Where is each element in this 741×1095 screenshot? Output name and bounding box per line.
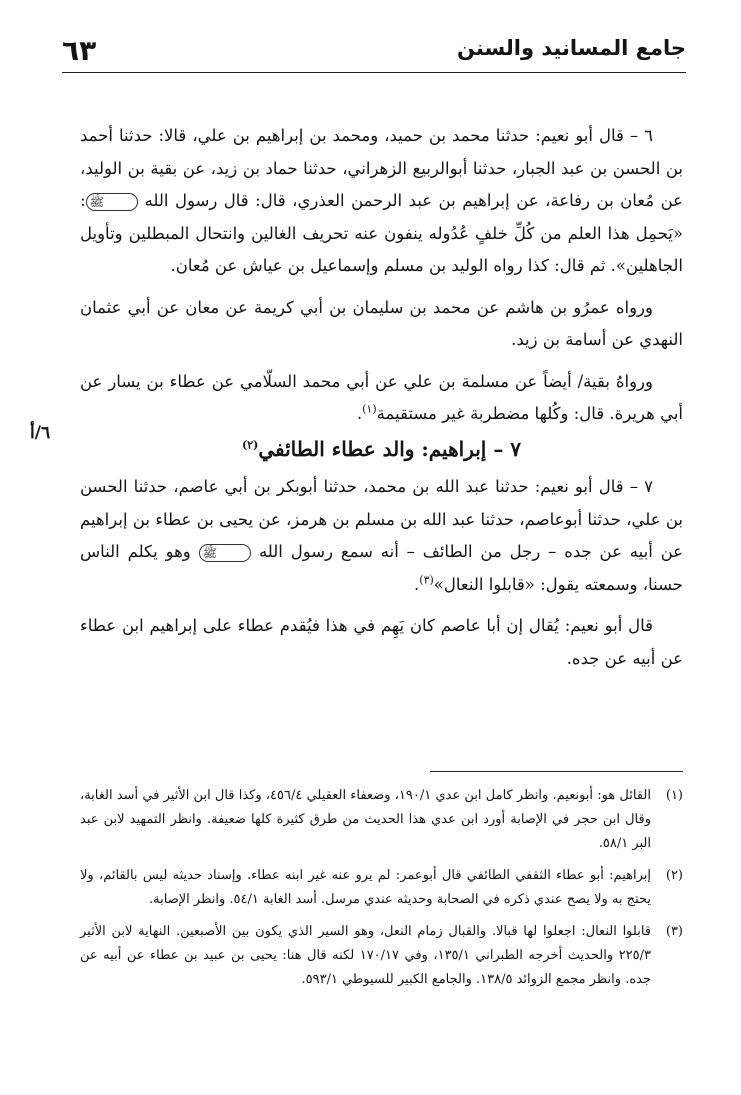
footnote-text: إبراهيم: أبو عطاء الثقفي الطائفي قال أبوعمر: لم يرو عنه غير ابنه عطاء. وإسناد حديثه ليس بالقائم، ولا يحتج به ولا يصح عندي ذكره في الصحابة وحديثه عندي مرسل. أسد الغابة ٥٤/١. وانظر الإصابة.	[80, 868, 651, 907]
hadith-7-end: .	[414, 574, 420, 594]
salutation-glyph: ﷺ	[199, 544, 252, 562]
footnote-ref-2[interactable]: (٢)	[241, 437, 259, 451]
section-heading	[80, 433, 683, 466]
footnote-3	[80, 920, 683, 992]
narration-3-text: ورواهُ بقية/ أيضاً عن مسلمة بن علي عن أبي محمد السلّامي عن عطاء بن يسار عن أبي هريرة. قال: وكُلها مضطربة غير مستقيمة	[80, 371, 683, 423]
hadith-6-paragraph	[80, 120, 683, 283]
hadith-6-text: ٦ – قال أبو نعيم: حدثنا محمد بن حميد، ومحمد بن إبراهيم بن علي، قالا: حدثنا أحمد بن الحسن بن عبد الجبار، حدثنا أبوالربيع الزهراني، حدثنا حماد بن زيد، عن بقية بن الوليد، عن مُعان بن رفاعة، عن إبراهيم بن عبد الرحمن العذري، قال: قال رسول الله	[80, 126, 683, 210]
footnotes	[80, 784, 683, 1000]
main-text	[80, 120, 683, 684]
running-title: جامع المسانيد والسنن	[457, 36, 686, 60]
footnote-number: (١)	[665, 788, 683, 803]
header-rule	[62, 72, 686, 73]
page-header	[62, 28, 686, 74]
footnote-number: (٣)	[665, 924, 683, 939]
footnote-2	[80, 864, 683, 912]
footnote-text: قابلوا النعال: اجعلوا لها قبالا. والقبال زمام النعل، وهو السير الذي يكون بين الأصبعين. النهاية لابن الأثير ٢٢٥/٣ والحديث أخرجه الطبراني ١٣٥/١، وفي ١٧٠/١٧ لكنه قال هنا: يحيى بن عبيد بن عطاء عن أبيه عن جده. وانظر مجمع الزوائد ١٣٨/٥. والجامع الكبير للسيوطي ٥٩٣/١.	[80, 924, 651, 987]
footnote-ref-3[interactable]: (٣)	[419, 573, 434, 586]
narration-paragraph-3: ورواهُ بقية/ أيضاً عن مسلمة بن علي عن أبي محمد السلّامي عن عطاء بن يسار عن أبي هريرة. قال: وكُلها مضطربة غير مستقيمة$^{(١)}$.	[80, 371, 683, 423]
commentary-paragraph: قال أبو نعيم: يُقال إن أبا عاصم كان يَهِم في هذا فيُقدم عطاء على إبراهيم ابن عطاء عن أبيه عن جده.	[80, 616, 683, 668]
footnote-separator	[430, 771, 683, 772]
footnote-number: (٢)	[665, 868, 683, 883]
hadith-7-paragraph	[80, 471, 683, 601]
hadith-7-text-cont: وهو يكلم الناس حسنا، وسمعته يقول: «قابلوا النعال»	[80, 542, 683, 594]
salutation-glyph: ﷺ	[86, 193, 139, 211]
narration-paragraph-2: ورواه عمرُو بن هاشم عن محمد بن سليمان بن أبي كريمة عن معان عن أبي عثمان النهدي عن أسامة بن زيد.	[80, 297, 683, 349]
page-number: ٦٣	[62, 34, 97, 67]
footnote-1	[80, 784, 683, 856]
hadith-6-text-cont: : «يَحمِل هذا العلم من كُلِّ خلفٍ عُدُوله ينفون عنه تحريف الغالين وانتحال المبطلين وتأويل الجاهلين». ثم قال: كذا رواه الوليد بن مسلم وإسماعيل بن عياش عن مُعان.	[80, 191, 683, 275]
section-heading-text: ٧ – إبراهيم: والد عطاء الطائفي	[258, 436, 522, 461]
footnote-ref-1[interactable]: (١)	[362, 402, 377, 416]
manuscript-folio-marker: ٦/أ	[30, 423, 51, 443]
hadith-7-text: ٧ – قال أبو نعيم: حدثنا عبد الله بن محمد، حدثنا أبوبكر بن أبي عاصم، حدثنا الحسن بن علي، حدثنا أبوعاصم، حدثنا عبد الله بن مسلم بن هرمز، عن يحيى بن عطاء بن إبراهيم عن أبيه عن جده – رجل من الطائف – أنه سمع رسول الله	[80, 477, 684, 561]
footnote-text: القائل هو: أبونعيم. وانظر كامل ابن عدي ١٩٠/١، وضعفاء العقيلي ٤٥٦/٤، وكذا قال ابن الأثير في أسد الغابة، وقال ابن حجر في الإصابة أورد ابن عدي هذا الحديث من طرق كثيرة كلها ضعيفة. وانظر التمهيد لابن عبد البر ٥٨/١.	[80, 788, 651, 851]
